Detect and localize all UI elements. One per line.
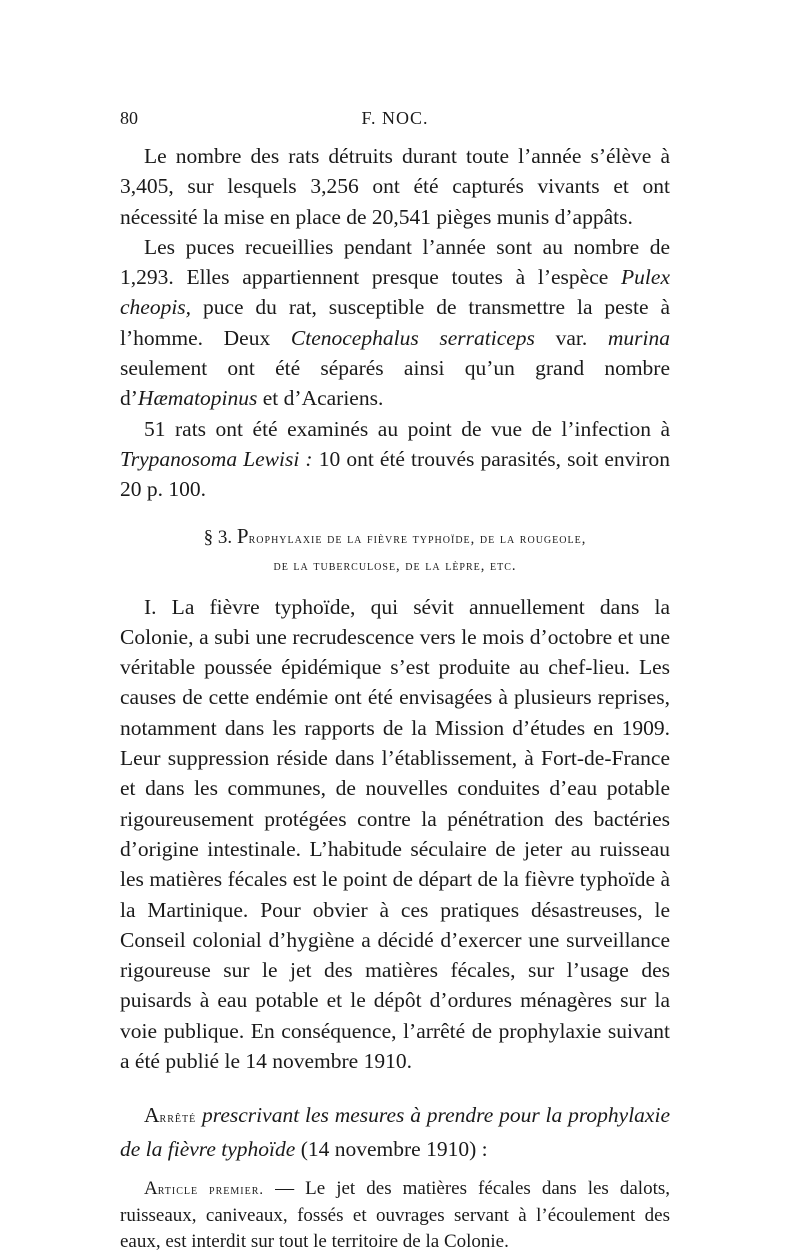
- decree-date: (14 novembre 1910) :: [295, 1136, 488, 1161]
- paragraph-typhoid: I. La fièvre typhoïde, qui sévit annuellement dans la Colonie, a subi une recrudescence vers le mois d’octobre et une véritable poussée épidémique s’est produite au chef-lieu. Les causes de cette endémie ont été envisagées à plusieurs reprises, notamment dans les rapports de la Mission d’études en 1909. Leur suppression réside dans l’établissement, à Fort-de-France et dans les communes, de nouvelles conduites d’eau potable rigoureusement protégées contre la pénétration des bactéries d’origine intestinale. L’habitude séculaire de jeter au ruisseau les matières fécales est le point de départ de la fièvre typhoïde à la Martinique. Pour obvier à ces pratiques désastreuses, le Conseil colonial d’hygiène a décidé d’exercer une surveillance rigoureuse sur le jet des matières fécales, sur l’usage des puisards à eau potable et le dépôt d’ordures ménagères sur la voie publique. En conséquence, l’arrêté de prophylaxie suivant a été publié le 14 novembre 1910.: [120, 594, 670, 1074]
- section-title-line2: de la tuberculose, de la lèpre, etc.: [273, 557, 517, 574]
- decree-title: [120, 1100, 670, 1164]
- section-title-line1: rophylaxie de la fièvre typhoïde, de la rougeole,: [248, 530, 587, 547]
- article-text: — Le jet des matières fécales dans les dalots, ruisseaux, caniveaux, fossés et ouvrages servant à l’écoulement des eaux, est interdit sur tout le territoire de la Colonie.: [120, 1177, 671, 1252]
- section-number: § 3.: [203, 526, 237, 548]
- fleas-text-1: Les puces recueillies pendant l’année sont au nombre de 1,293. Elles appartiennent presque toutes à l’espèce: [120, 234, 670, 290]
- species-trypanosoma: Trypanosoma Lewisi :: [120, 446, 313, 471]
- decree-label: rrêté: [159, 1110, 197, 1127]
- page: [120, 108, 670, 1255]
- species-haematopinus: Hæmatopinus: [137, 386, 258, 411]
- fleas-text-3: var.: [534, 325, 608, 350]
- paragraph-rats-destroyed: Le nombre des rats détruits durant toute l’année s’élève à 3,405, sur lesquels 3,256 ont été capturés vivants et ont nécessité la mise en place de 20,541 pièges munis d’appâts.: [120, 144, 670, 229]
- page-number: 80: [120, 108, 138, 128]
- paragraph-fleas: [120, 232, 670, 414]
- section-title-initial: P: [236, 523, 249, 548]
- running-head: F. NOC.: [361, 108, 429, 128]
- article-initial: A: [144, 1177, 158, 1199]
- article-label: rticle premier.: [157, 1181, 265, 1198]
- fleas-text-5: et d’Acariens.: [257, 386, 384, 411]
- variety-murina: murina: [607, 325, 670, 350]
- species-pulex: Pulex cheopis,: [120, 265, 670, 320]
- fleas-text-4: seulement ont été séparés ainsi qu’un grand nombre d’: [120, 356, 670, 411]
- trypanosoma-text-1: 51 rats ont été examinés au point de vue de l’infection à: [144, 416, 670, 441]
- paragraph-trypanosoma: [120, 414, 670, 505]
- decree-initial: A: [144, 1103, 160, 1128]
- page-header: [120, 108, 670, 138]
- fleas-text-2: puce du rat, susceptible de transmettre la peste à l’homme. Deux: [120, 295, 670, 350]
- article-premier: [120, 1176, 670, 1255]
- trypanosoma-text-2: 10 ont été trouvés parasités, soit environ 20 p. 100.: [120, 446, 670, 502]
- section-heading: [120, 523, 670, 580]
- species-ctenocephalus: Ctenocephalus serraticeps: [290, 325, 535, 350]
- decree-subject: prescrivant les mesures à prendre pour la prophylaxie de la fièvre typhoïde: [120, 1103, 670, 1161]
